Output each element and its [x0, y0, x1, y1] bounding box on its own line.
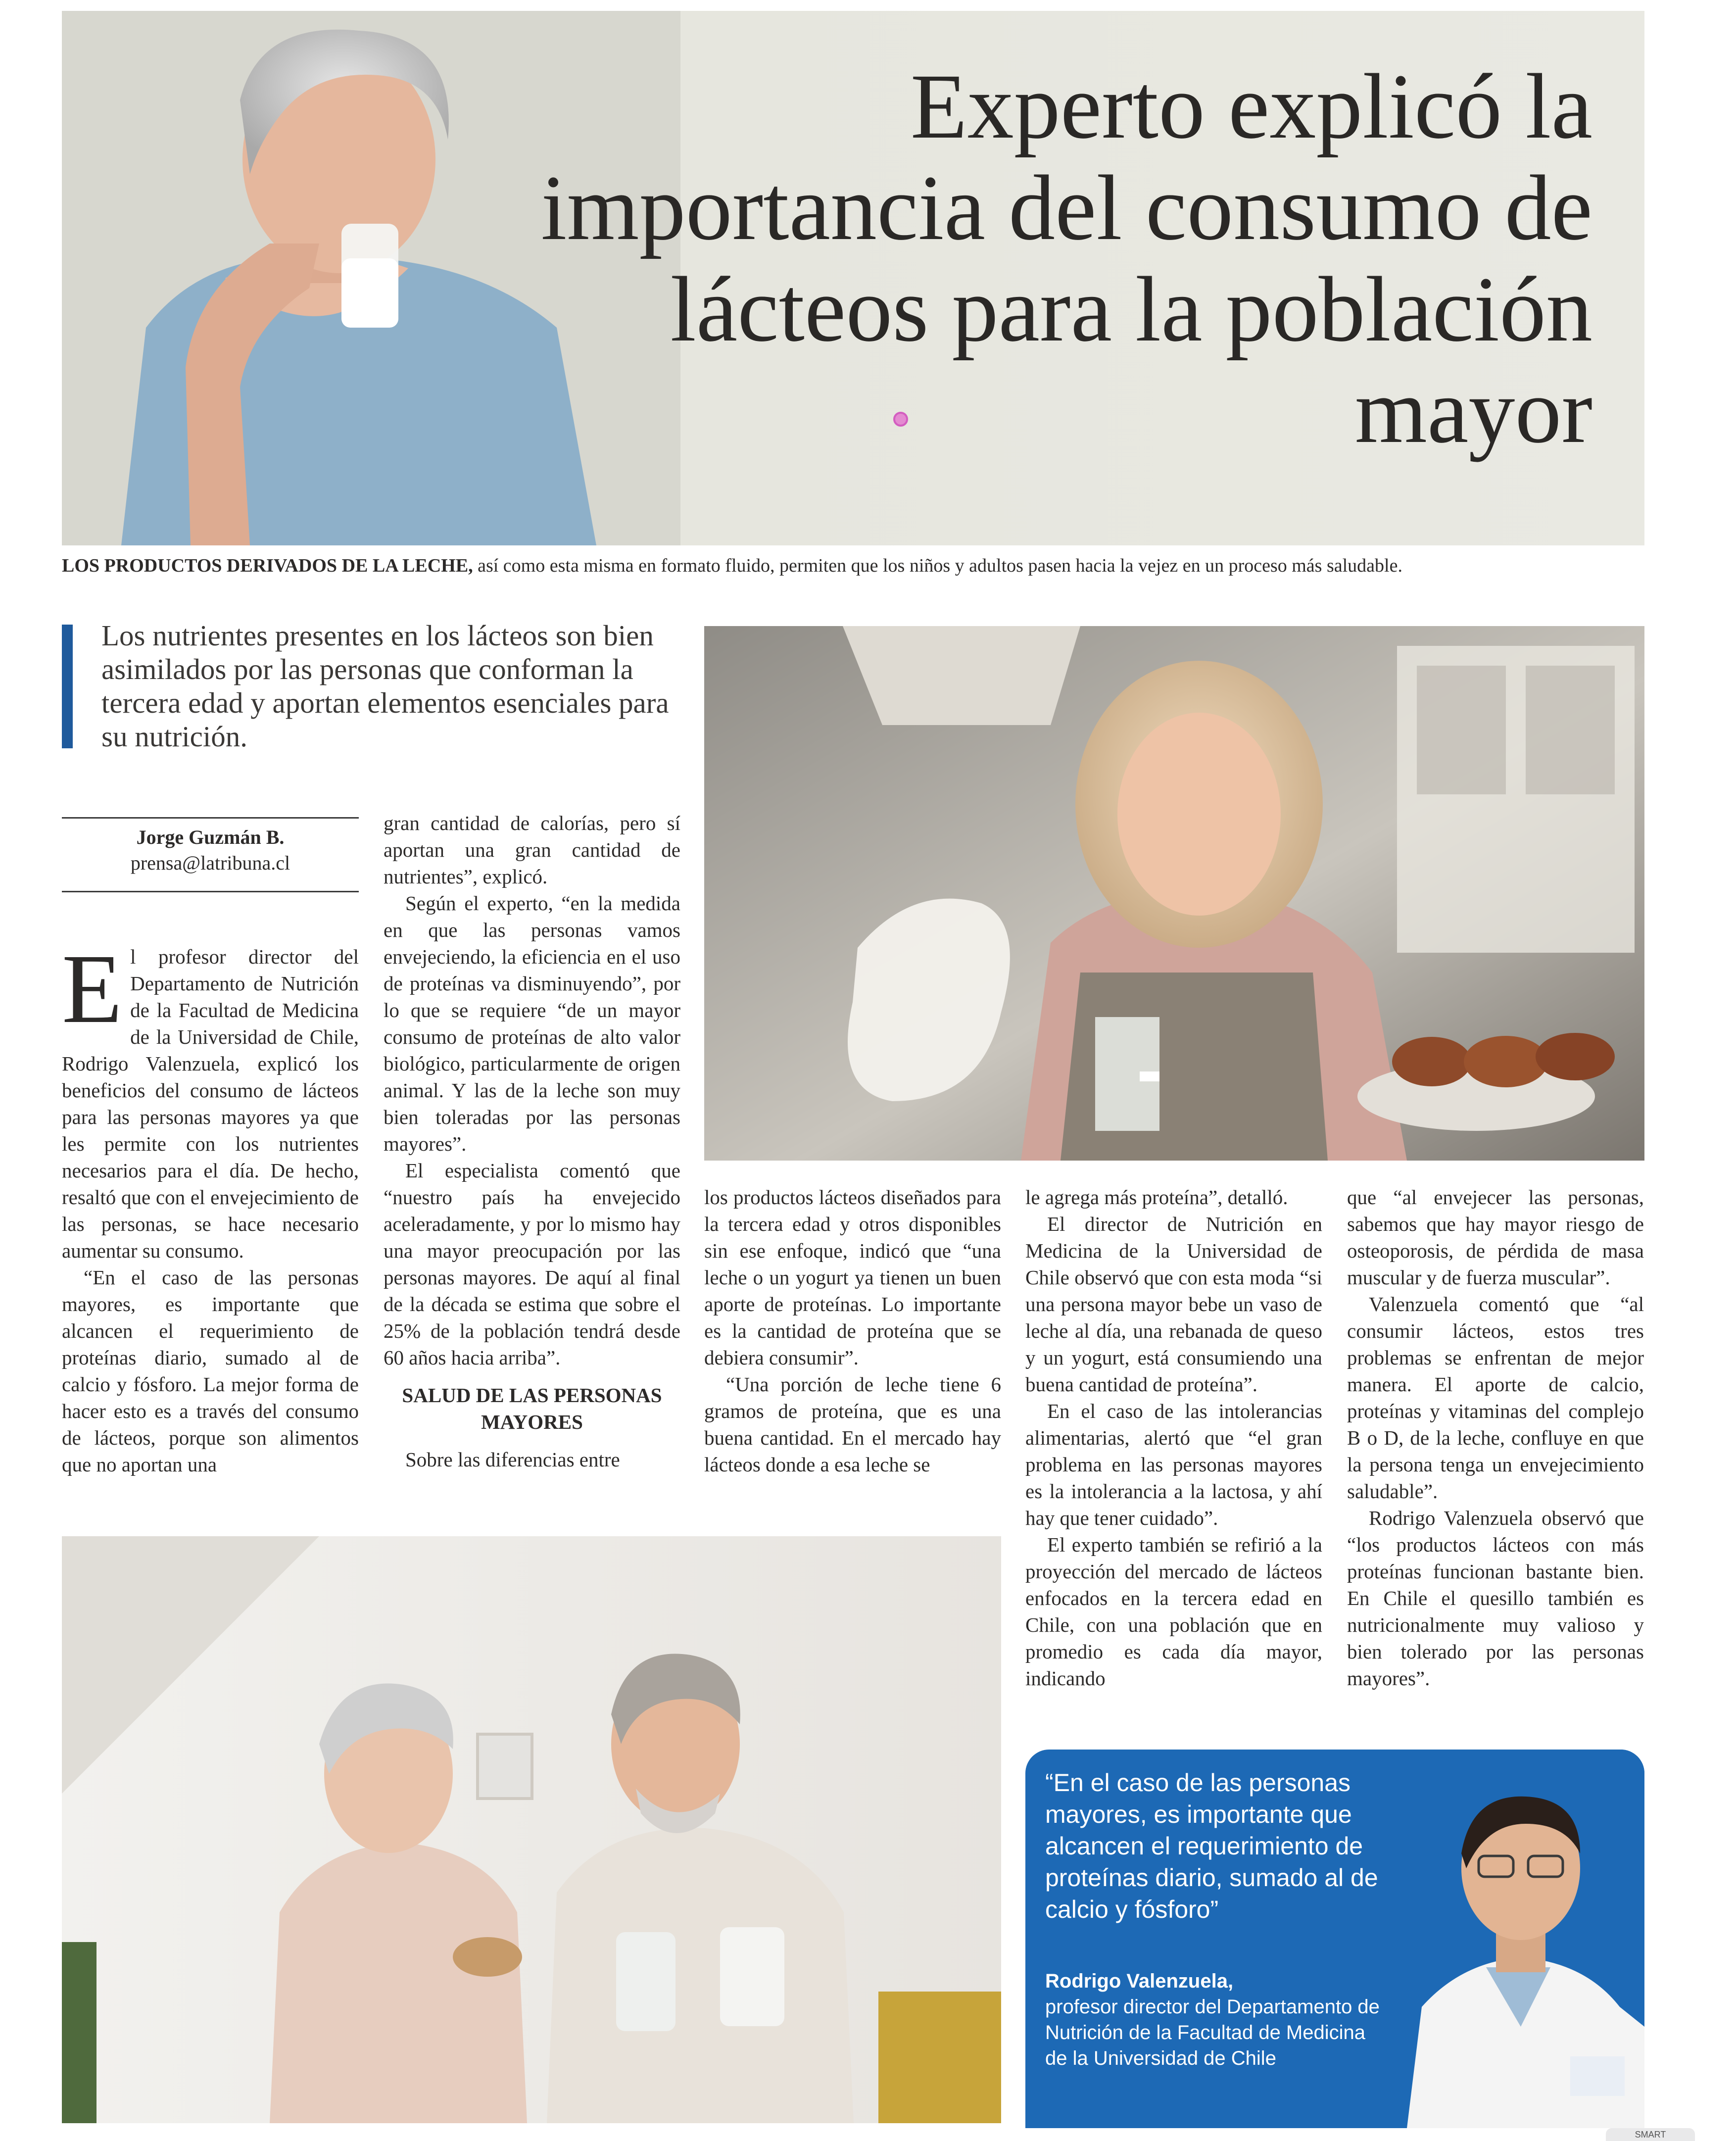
byline-email: prensa@latribuna.cl: [130, 852, 290, 874]
paragraph: “En el caso de las personas mayores, es importante que alcancen el requerimiento de proteínas diario, sumado al de calcio y fósforo. La mejor forma de hacer esto es a través del consumo de lácteos, porque son alimentos que no aportan una: [62, 1266, 359, 1476]
article-column-3: [704, 1184, 1001, 1478]
paragraph: Rodrigo Valenzuela observó que “los productos lácteos con más proteínas funcionan bastante bien. En Chile el quesillo también es nutricionalmente muy valioso y bien tolerado por las personas mayores”.: [1347, 1507, 1644, 1690]
article-column-4: [1025, 1184, 1322, 1692]
paragraph: En el caso de las intolerancias alimentarias, alertó que “el gran problema en las personas mayores es la intolerancia a la lactosa, y ahí hay que tener cuidado”.: [1025, 1400, 1322, 1529]
hero-banner: [62, 11, 1644, 545]
byline-rule-bottom: [62, 891, 359, 892]
byline-author: Jorge Guzmán B.: [136, 826, 285, 848]
paragraph: le agrega más proteína”, detalló.: [1025, 1186, 1288, 1209]
photo-caption: [62, 553, 1644, 579]
paragraph: los productos lácteos diseñados para la tercera edad y otros disponibles sin ese enfoque, indicó que “una leche o un yogurt ya tienen un buen aporte de proteínas. Lo importante es la cantidad de proteína que se debiera consumir”.: [704, 1186, 1001, 1369]
pull-quote-text: “En el caso de las personas mayores, es importante que alcancen el requerimiento de proteínas diario, sumado al de calcio y fósforo”: [1045, 1769, 1378, 1923]
paragraph: l profesor director del Departamento de Nutrición de la Facultad de Medicina de la Universidad de Chile, Rodrigo Valenzuela, explicó los beneficios del consumo de lácteos para las personas mayores ya que les permite con los nutrientes necesarios para el día. De hecho, resaltó que con el envejecimiento de las personas, se hace necesario aumentar su consumo.: [62, 945, 359, 1262]
paragraph: gran cantidad de calorías, pero sí aportan una gran cantidad de nutrientes”, explicó.: [384, 812, 680, 888]
lede-accent-bar: [62, 625, 73, 748]
paragraph: El director de Nutrición en Medicina de la Universidad de Chile observó que con esta moda “si una persona mayor bebe un vaso de leche al día, una rebanada de queso y un yogurt, está consumiendo una buena cantidad de proteína”.: [1025, 1213, 1322, 1396]
paragraph: El experto también se refirió a la proyección del mercado de lácteos enfocados en la tercera edad en Chile, con una población que en promedio es cada día mayor, indicando: [1025, 1533, 1322, 1690]
section-subhead: SALUD DE LAS PERSONAS MAYORES: [402, 1384, 662, 1433]
article-column-5: [1347, 1184, 1644, 1692]
pull-quote-attribution-role: profesor director del Departamento de Nutrición de la Facultad de Medicina de la Universidad de Chile: [1045, 1996, 1380, 2069]
paragraph: Según el experto, “en la medida en que las personas vamos envejeciendo, la eficiencia en el uso de proteínas va disminuyendo”, por lo que se requiere “de un mayor consumo de proteínas de alto valor biológico, particularmente de origen animal. Y las de la leche son muy bien toleradas por las personas mayores”.: [384, 892, 680, 1155]
smart-badge: SMART: [1606, 2128, 1695, 2141]
paragraph: Sobre las diferencias entre: [405, 1448, 620, 1471]
woman-pouring-milk-photo: [704, 626, 1644, 1161]
paragraph: “Una porción de leche tiene 6 gramos de proteína, que es una buena cantidad. En el mercado hay lácteos donde a esa leche se: [704, 1373, 1001, 1476]
article-column-1: [62, 934, 359, 1478]
paragraph: El especialista comentó que “nuestro país ha envejecido aceleradamente, y por lo mismo hay una mayor preocupación por las personas mayores. De aquí al final de la década se estima que sobre el 25% de la población tendrá desde 60 años hacia arriba”.: [384, 1159, 680, 1369]
pull-quote-attribution-name: Rodrigo Valenzuela,: [1045, 1970, 1234, 1992]
caption-text: así como esta misma en formato fluido, permiten que los niños y adultos pasen hacia la vejez en un proceso más saludable.: [473, 555, 1402, 576]
caption-lead: LOS PRODUCTOS DERIVADOS DE LA LECHE,: [62, 555, 473, 576]
decorative-dot-icon: [893, 412, 908, 427]
couple-in-kitchen-photo: [62, 1536, 1001, 2123]
headline: Experto explicó la importancia del consumo de lácteos para la población mayor: [541, 54, 1592, 462]
drop-cap: E: [62, 934, 123, 1044]
lede-paragraph: Los nutrientes presentes en los lácteos son bien asimilados por las personas que conforman la tercera edad y aportan elementos esenciales para su nutrición.: [101, 619, 669, 753]
rodrigo-valenzuela-portrait: [1387, 1750, 1644, 2128]
paragraph: Valenzuela comentó que “al consumir lácteos, estos tres problemas se enfrentan de mejor manera. El aporte de calcio, proteínas y vitaminas del complejo B o D, de la leche, confluye en que la persona tenga un envejecimiento saludable”.: [1347, 1293, 1644, 1503]
paragraph: que “al envejecer las personas, sabemos que hay mayor riesgo de osteoporosis, de pérdida de masa muscular y de fuerza muscular”.: [1347, 1186, 1644, 1289]
article-column-2: [384, 810, 680, 1473]
byline-rule-top: [62, 817, 359, 819]
